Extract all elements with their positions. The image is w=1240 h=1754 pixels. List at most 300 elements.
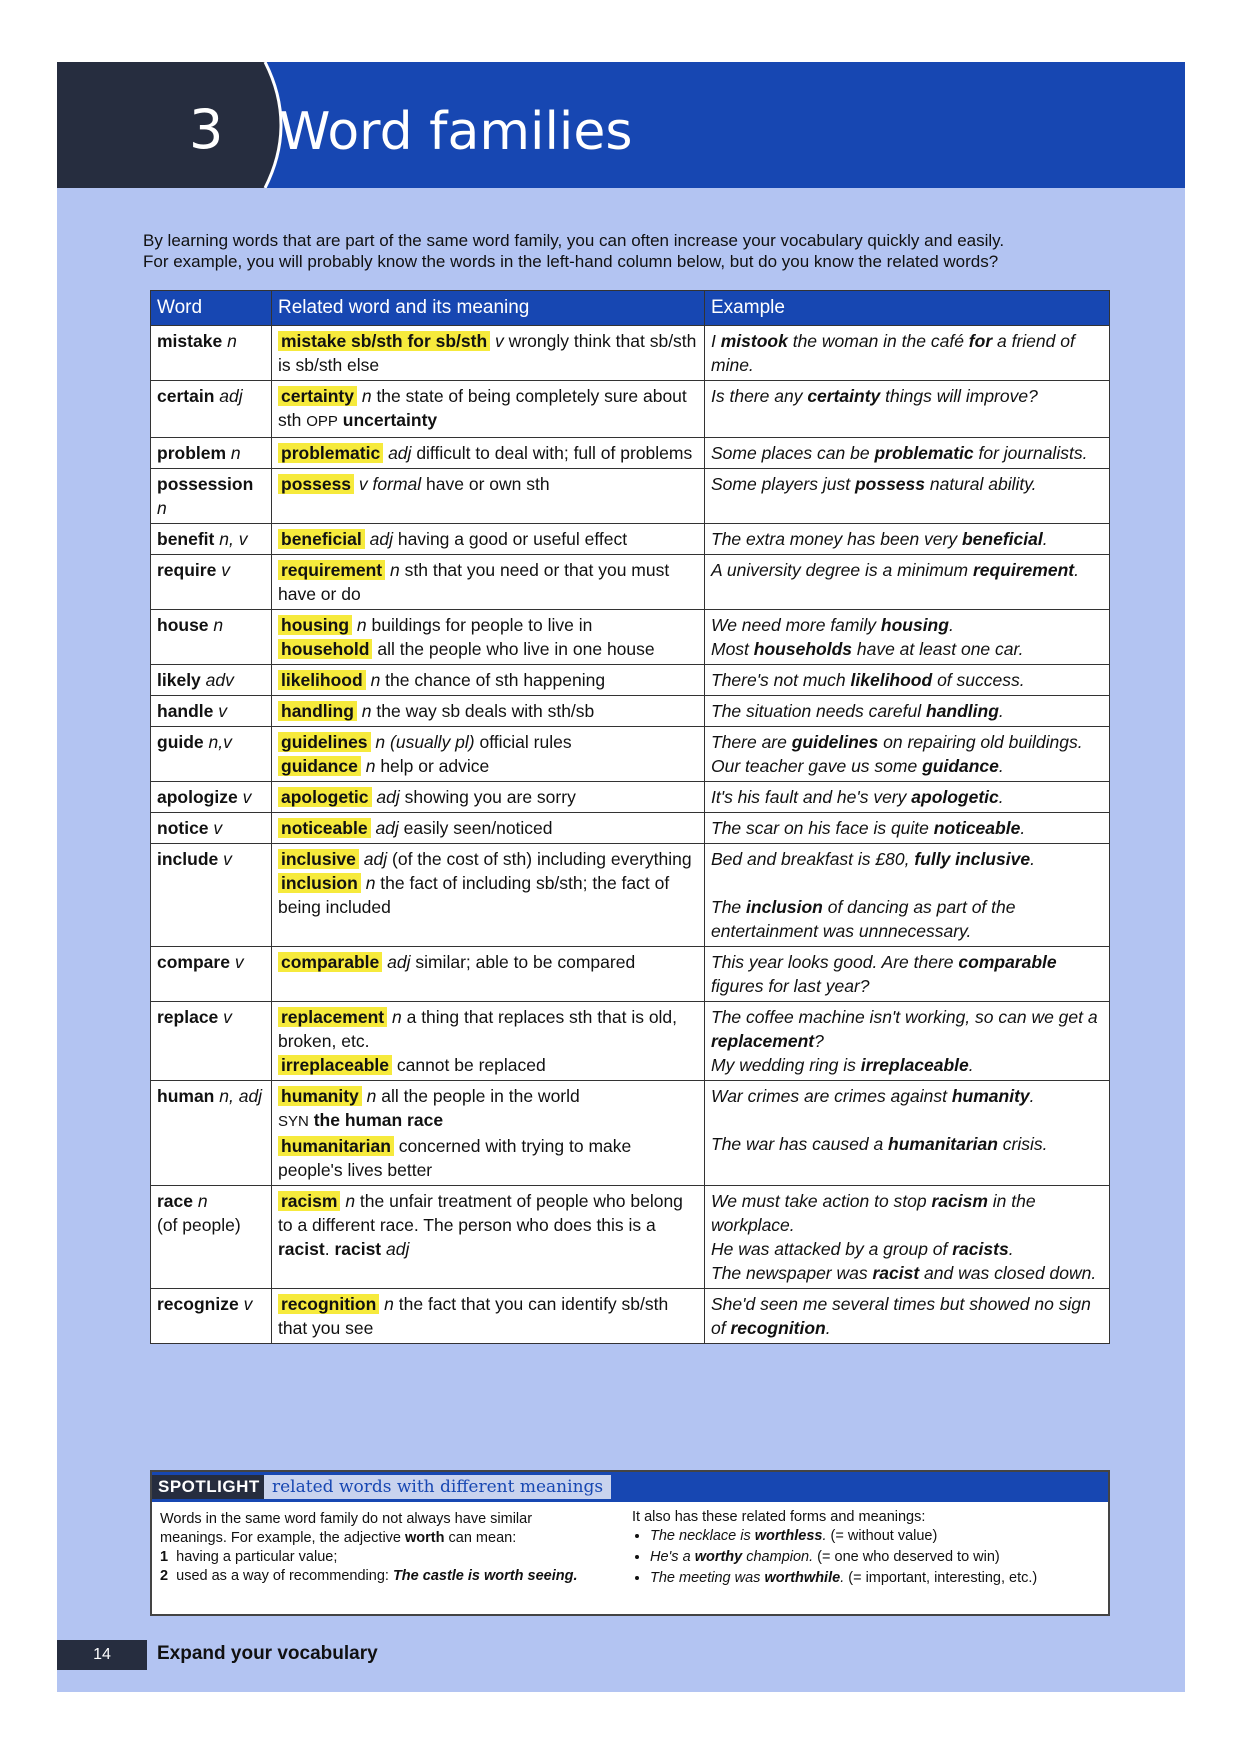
item-text: having a particular value;	[176, 1549, 338, 1565]
example-text: Bed and breakfast is £80,	[711, 849, 915, 869]
example-sentence	[711, 730, 1103, 754]
related-definition: having a good or useful effect	[397, 529, 628, 549]
related-entry	[278, 754, 698, 778]
headword: certain	[157, 386, 215, 406]
part-of-speech: v	[223, 1007, 232, 1027]
word-cell	[151, 524, 272, 555]
related-extra-word: racist	[278, 1239, 325, 1259]
related-cell	[272, 1081, 705, 1186]
table-row	[151, 1002, 1110, 1081]
example-text: There are	[711, 732, 792, 752]
related-definition: buildings for people to live in	[371, 615, 593, 635]
example-cell	[705, 1002, 1110, 1081]
example-sentence	[711, 754, 1103, 778]
word-cell	[151, 947, 272, 1002]
example-text: Most	[711, 639, 754, 659]
column-header-example: Example	[705, 291, 1110, 326]
related-cell	[272, 1002, 705, 1081]
related-pos: n	[361, 386, 372, 406]
intro-line: For example, you will probably know the words in the left-hand column below, but do you know the related words?	[143, 252, 999, 271]
related-definition: sth that you need or that you must have or do	[278, 560, 670, 604]
example-cell	[705, 469, 1110, 524]
example-cell	[705, 782, 1110, 813]
column-header-word: Word	[151, 291, 272, 326]
spotlight-header	[152, 1472, 1108, 1502]
related-cell	[272, 782, 705, 813]
example-text: The scar on his face is quite	[711, 818, 934, 838]
chapter-banner	[57, 62, 1185, 188]
related-definition: easily seen/noticed	[403, 818, 553, 838]
related-pos: adj	[363, 849, 388, 869]
part-of-speech: v	[221, 560, 230, 580]
example-cell	[705, 610, 1110, 665]
related-pos: n (usually pl)	[375, 732, 475, 752]
example-text: A university degree is a minimum	[711, 560, 973, 580]
table-row	[151, 438, 1110, 469]
word-cell	[151, 610, 272, 665]
example-cell	[705, 727, 1110, 782]
related-extra-pos: adj	[386, 1239, 410, 1259]
example-sentence	[711, 847, 1103, 871]
example-sentence	[711, 1261, 1103, 1285]
related-cell	[272, 469, 705, 524]
example-cell	[705, 696, 1110, 727]
headword: house	[157, 615, 209, 635]
example-text: I	[711, 331, 721, 351]
related-word: inclusive	[278, 849, 359, 869]
spotlight-bullet	[650, 1527, 1102, 1546]
example-text: natural ability.	[925, 474, 1037, 494]
related-extra-word: racist	[334, 1239, 382, 1259]
example-cell	[705, 1081, 1110, 1186]
example-sentence	[711, 527, 1103, 551]
example-sentence	[711, 871, 1103, 895]
example-cell	[705, 438, 1110, 469]
example-sentence	[711, 558, 1103, 582]
related-cell	[272, 326, 705, 381]
word-cell	[151, 555, 272, 610]
example-text: This year looks good. Are there	[711, 952, 959, 972]
example-cell	[705, 381, 1110, 438]
page-footer	[57, 1640, 1185, 1670]
example-text: .	[1020, 818, 1026, 838]
related-word: problematic	[278, 443, 383, 463]
opposite-label: OPP	[306, 413, 338, 430]
part-of-speech: v	[223, 849, 232, 869]
headword: compare	[157, 952, 230, 972]
table-row	[151, 381, 1110, 438]
table-row	[151, 727, 1110, 782]
word-note: (of people)	[157, 1215, 241, 1235]
related-word: irreplaceable	[278, 1055, 392, 1075]
page-number: 14	[57, 1640, 147, 1670]
example-sentence	[711, 637, 1103, 661]
example-cell	[705, 524, 1110, 555]
example-keyword: households	[753, 639, 852, 659]
example-sentence	[711, 668, 1103, 692]
word-cell	[151, 696, 272, 727]
related-entry	[278, 384, 698, 434]
word-cell	[151, 381, 272, 438]
example-keyword: racist	[872, 1263, 920, 1283]
related-definition: all the people who live in one house	[377, 639, 655, 659]
table-header-row	[151, 291, 1110, 326]
part-of-speech: adj	[219, 386, 243, 406]
related-entry	[278, 329, 698, 377]
headword: recognize	[157, 1294, 239, 1314]
related-entry	[278, 1189, 698, 1261]
word-cell	[151, 1186, 272, 1289]
example-sentence	[711, 1108, 1103, 1132]
example-keyword: apologetic	[911, 787, 999, 807]
headword: replace	[157, 1007, 219, 1027]
related-cell	[272, 727, 705, 782]
related-pos: adj	[375, 818, 399, 838]
example-text: .	[1074, 560, 1079, 580]
related-pos: adj	[369, 529, 393, 549]
related-definition: have or own sth	[426, 474, 550, 494]
example-text: the woman in the café	[787, 331, 969, 351]
part-of-speech: n	[157, 498, 167, 518]
table-row	[151, 326, 1110, 381]
related-entry	[278, 472, 698, 496]
table-row	[151, 696, 1110, 727]
example-keyword: requirement	[972, 560, 1075, 580]
bullet-keyword: worthy	[694, 1549, 743, 1565]
related-pos: n	[366, 1086, 377, 1106]
example-sentence	[711, 1084, 1103, 1108]
related-word: handling	[278, 701, 357, 721]
example-text: Some players just	[711, 474, 855, 494]
word-cell	[151, 438, 272, 469]
part-of-speech: n, v	[219, 529, 248, 549]
related-entry	[278, 950, 698, 974]
part-of-speech: n	[227, 331, 237, 351]
related-entry	[278, 871, 698, 919]
related-entry	[278, 441, 698, 465]
example-text: in the workplace.	[711, 1191, 1036, 1235]
example-keyword: fully inclusive	[914, 849, 1031, 869]
bullet-keyword: worthless	[754, 1528, 823, 1544]
related-word: guidance	[278, 756, 361, 776]
related-entry	[278, 816, 698, 840]
part-of-speech: v	[242, 787, 252, 807]
related-pos: n	[390, 560, 400, 580]
example-text: The coffee machine isn't working, so can we get a	[711, 1007, 1098, 1027]
bullet-text: .	[822, 1528, 827, 1544]
word-cell	[151, 1002, 272, 1081]
page	[57, 62, 1185, 1692]
example-keyword: housing	[880, 615, 949, 635]
spotlight-item-2	[160, 1567, 600, 1586]
item-number: 1	[160, 1549, 169, 1565]
example-keyword: racists	[952, 1239, 1009, 1259]
related-word: housing	[278, 615, 352, 635]
headword: human	[157, 1086, 215, 1106]
example-keyword: likelihood	[850, 670, 933, 690]
example-text: a friend of mine.	[711, 331, 1075, 375]
related-word: humanitarian	[278, 1136, 394, 1156]
example-text: He was attacked by a group of	[711, 1239, 953, 1259]
example-text: of dancing as part of the entertainment was unnnecessary.	[711, 897, 1016, 941]
column-header-related: Related word and its meaning	[272, 291, 705, 326]
related-definition: a thing that replaces sth that is old, broken, etc.	[278, 1007, 678, 1051]
bullet-text: champion.	[742, 1549, 814, 1565]
table-row	[151, 782, 1110, 813]
related-entry	[278, 1053, 698, 1077]
related-entry	[278, 847, 698, 871]
table-row	[151, 555, 1110, 610]
part-of-speech: v	[243, 1294, 253, 1314]
example-text: We need more family	[711, 615, 881, 635]
related-word: guidelines	[278, 732, 371, 752]
related-definition: difficult to deal with; full of problems	[416, 443, 693, 463]
example-sentence	[711, 1053, 1103, 1077]
related-entry	[278, 730, 698, 754]
bullet-text: .	[840, 1570, 845, 1586]
example-text: .	[1030, 849, 1035, 869]
example-sentence	[711, 329, 1103, 377]
related-cell	[272, 947, 705, 1002]
example-sentence	[711, 1132, 1103, 1156]
related-cell	[272, 438, 705, 469]
table-row	[151, 1186, 1110, 1289]
example-sentence	[711, 1237, 1103, 1261]
related-entry	[278, 785, 698, 809]
example-cell	[705, 1289, 1110, 1344]
word-cell	[151, 844, 272, 947]
example-text: We must take action to stop	[711, 1191, 932, 1211]
example-text: .	[998, 787, 1004, 807]
part-of-speech: n	[197, 1191, 208, 1211]
table-body	[151, 326, 1110, 1344]
item-text: used as a way of recommending:	[176, 1568, 393, 1584]
example-keyword: racism	[931, 1191, 988, 1211]
word-cell	[151, 469, 272, 524]
table-row	[151, 610, 1110, 665]
example-text: The	[711, 897, 747, 917]
example-text: .	[1008, 1239, 1014, 1259]
example-text: The war has caused a	[711, 1134, 889, 1154]
example-cell	[705, 1186, 1110, 1289]
example-text: Our teacher gave us some	[711, 756, 923, 776]
example-text: .	[998, 756, 1004, 776]
related-cell	[272, 696, 705, 727]
related-entry	[278, 1134, 698, 1182]
headword: notice	[157, 818, 209, 838]
example-text: War crimes are crimes against	[711, 1086, 952, 1106]
related-word: noticeable	[278, 818, 371, 838]
example-sentence	[711, 950, 1103, 998]
related-pos: n	[370, 670, 381, 690]
bullet-text: The necklace is	[650, 1528, 755, 1544]
table-row	[151, 813, 1110, 844]
spotlight-right-column	[632, 1508, 1102, 1590]
bullet-text: He's a	[650, 1549, 695, 1565]
related-word: comparable	[278, 952, 382, 972]
spotlight-bullet	[650, 1569, 1102, 1588]
example-sentence	[711, 895, 1103, 943]
example-keyword: comparable	[958, 952, 1057, 972]
bullet-gloss: (= one who deserved to win)	[813, 1549, 1000, 1565]
example-keyword: possess	[854, 474, 925, 494]
headword: likely	[157, 670, 201, 690]
spotlight-intro	[160, 1510, 600, 1548]
book-title: Expand your vocabulary	[157, 1643, 378, 1664]
related-word: racism	[278, 1191, 340, 1211]
related-pos: n	[365, 873, 376, 893]
headword: apologize	[157, 787, 238, 807]
headword: possession	[157, 474, 254, 494]
example-cell	[705, 844, 1110, 947]
related-definition: concerned with trying to make people's lives better	[278, 1136, 632, 1180]
table-row	[151, 947, 1110, 1002]
part-of-speech: adv	[205, 670, 234, 690]
related-word: humanity	[278, 1086, 362, 1106]
example-sentence	[711, 472, 1103, 496]
example-sentence	[711, 1005, 1103, 1053]
part-of-speech: v	[234, 952, 244, 972]
example-text: .	[1029, 1086, 1035, 1106]
table-row	[151, 1289, 1110, 1344]
related-word: replacement	[278, 1007, 387, 1027]
bullet-keyword: worthwhile	[764, 1570, 841, 1586]
word-families-table	[150, 290, 1110, 1344]
example-text: have at least one car.	[852, 639, 1024, 659]
headword: guide	[157, 732, 204, 752]
example-sentence	[711, 816, 1103, 840]
example-text: The situation needs careful	[711, 701, 926, 721]
example-keyword: handling	[926, 701, 999, 721]
related-definition: the state of being completely sure about sth	[278, 386, 687, 430]
related-extra-text: .	[324, 1239, 335, 1259]
example-sentence	[711, 384, 1103, 408]
related-pos: adj	[388, 443, 412, 463]
example-keyword: irreplaceable	[860, 1055, 969, 1075]
part-of-speech: v	[218, 701, 228, 721]
related-entry	[278, 1005, 698, 1053]
item-number: 2	[160, 1568, 169, 1584]
headword: require	[157, 560, 217, 580]
word-cell	[151, 665, 272, 696]
example-keyword: recognition	[730, 1318, 826, 1338]
example-cell	[705, 555, 1110, 610]
related-entry	[278, 1084, 698, 1134]
related-definition: (of the cost of sth) including everything	[392, 849, 692, 869]
example-text: crisis.	[997, 1134, 1048, 1154]
intro-text	[143, 230, 1143, 272]
spotlight-intro-text: can mean:	[444, 1530, 517, 1546]
headword: problem	[157, 443, 227, 463]
spotlight-box	[150, 1470, 1110, 1616]
related-entry	[278, 1292, 698, 1340]
bullet-gloss: (= important, interesting, etc.)	[844, 1570, 1038, 1586]
headword: include	[157, 849, 219, 869]
word-cell	[151, 1289, 272, 1344]
example-keyword: replacement	[711, 1031, 815, 1051]
related-pos: n	[365, 756, 376, 776]
synonym-label: SYN	[278, 1113, 309, 1130]
related-pos: v	[495, 331, 504, 351]
example-text: The extra money has been very	[711, 529, 962, 549]
example-cell	[705, 326, 1110, 381]
example-text: and was closed down.	[919, 1263, 1097, 1283]
example-sentence	[711, 785, 1103, 809]
related-definition: help or advice	[380, 756, 490, 776]
related-pos: adj	[387, 952, 411, 972]
related-definition: all the people in the world	[381, 1086, 580, 1106]
table-row	[151, 665, 1110, 696]
table-row	[151, 844, 1110, 947]
related-cell	[272, 610, 705, 665]
example-text: figures for last year?	[711, 976, 870, 996]
headword: benefit	[157, 529, 215, 549]
related-word: requirement	[278, 560, 385, 580]
table-row	[151, 469, 1110, 524]
spotlight-label: SPOTLIGHT	[152, 1475, 266, 1499]
spotlight-keyword: worth	[405, 1530, 445, 1546]
example-text: The newspaper was	[711, 1263, 873, 1283]
example-keyword: problematic	[874, 443, 974, 463]
word-cell	[151, 782, 272, 813]
related-cell	[272, 555, 705, 610]
related-cell	[272, 813, 705, 844]
example-text: things will improve?	[880, 386, 1038, 406]
spotlight-intro-text: Words in the same word family do not always have similar meanings. For example, the adjective	[160, 1511, 533, 1546]
related-word: beneficial	[278, 529, 365, 549]
example-sentence	[711, 613, 1103, 637]
related-word: household	[278, 639, 372, 659]
related-pos: n	[356, 615, 367, 635]
related-definition: wrongly think that sb/sth is sb/sth else	[278, 331, 697, 375]
example-text: Is there any	[711, 386, 808, 406]
part-of-speech: v	[213, 818, 223, 838]
example-text: My wedding ring is	[711, 1055, 861, 1075]
example-text: for journalists.	[973, 443, 1088, 463]
example-text: .	[1042, 529, 1048, 549]
related-pos: n	[391, 1007, 402, 1027]
related-cell	[272, 665, 705, 696]
example-text: on repairing old buildings.	[878, 732, 1083, 752]
example-keyword: mistook	[720, 331, 788, 351]
example-text: .	[968, 1055, 974, 1075]
example-keyword: guidance	[922, 756, 999, 776]
word-cell	[151, 727, 272, 782]
related-cell	[272, 1186, 705, 1289]
part-of-speech: n	[213, 615, 224, 635]
part-of-speech: n	[230, 443, 241, 463]
word-cell	[151, 813, 272, 844]
related-entry	[278, 637, 698, 661]
part-of-speech: n, adj	[219, 1086, 263, 1106]
related-pos: v formal	[358, 474, 422, 494]
synonym-word: the human race	[313, 1110, 444, 1130]
related-entry	[278, 613, 698, 637]
bullet-gloss: (= without value)	[826, 1528, 938, 1544]
example-text: Some places can be	[711, 443, 875, 463]
example-sentence	[711, 1189, 1103, 1237]
related-definition: the fact of including sb/sth; the fact of being included	[278, 873, 670, 917]
example-text: .	[998, 701, 1004, 721]
related-word: recognition	[278, 1294, 379, 1314]
spotlight-item-1	[160, 1548, 600, 1567]
table-row	[151, 524, 1110, 555]
related-word: certainty	[278, 386, 357, 406]
chapter-number: 3	[189, 98, 224, 161]
related-pos: n	[384, 1294, 394, 1314]
related-definition: official rules	[479, 732, 572, 752]
headword: race	[157, 1191, 194, 1211]
